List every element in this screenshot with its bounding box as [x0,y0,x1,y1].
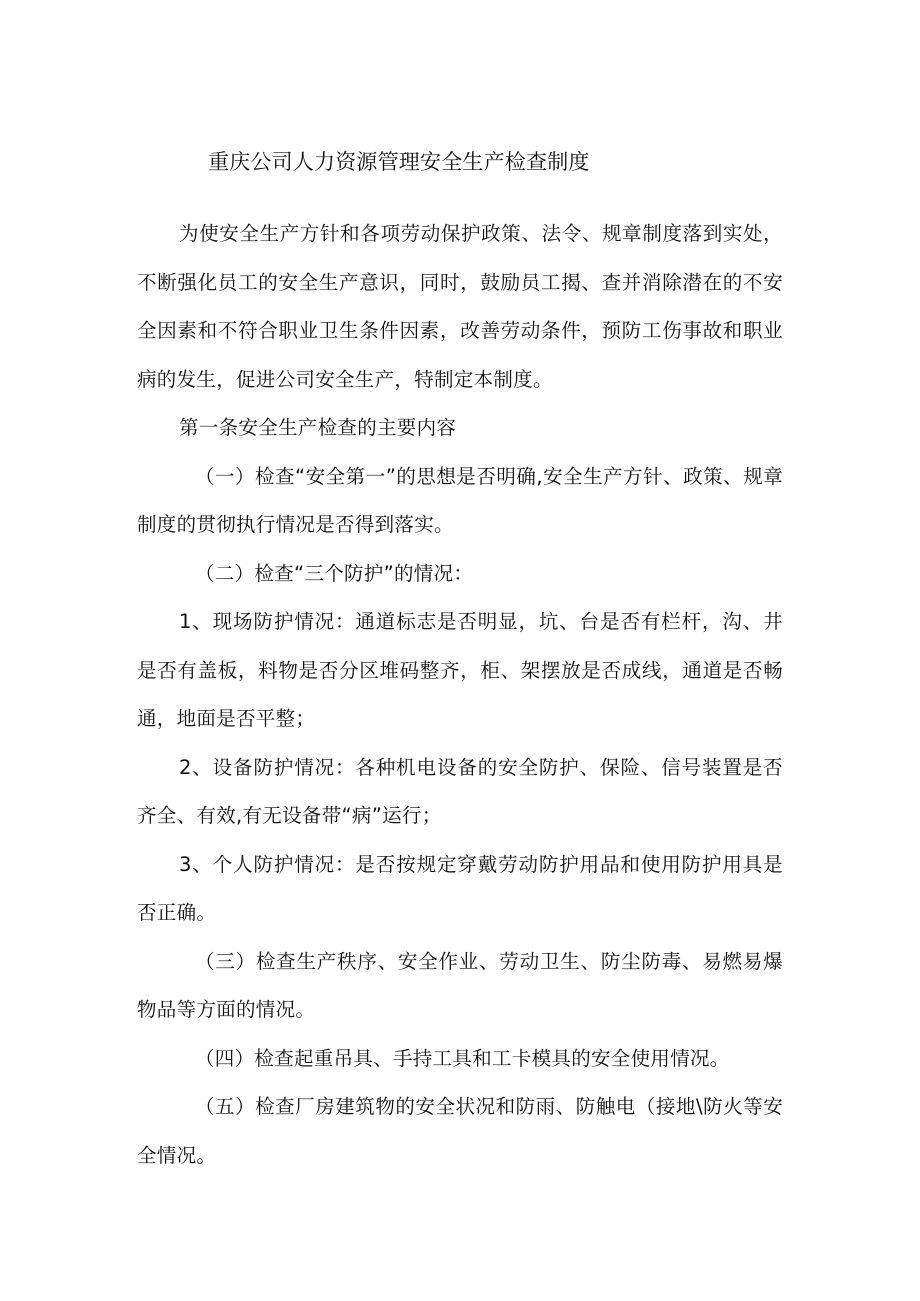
paragraph-item-5: （五）检查厂房建筑物的安全状况和防雨、防触电（接地\防火等安全情况。 [137,1095,783,1167]
paragraph-item-1: （一）检查“安全第一”的思想是否明确,安全生产方针、政策、规章制度的贯彻执行情况是否得到落实。 [137,464,783,536]
paragraph-subitem-3: 3、个人防护情况：是否按规定穿戴劳动防护用品和使用防护用具是否正确。 [137,852,783,924]
paragraph-subitem-2: 2、设备防护情况：各种机电设备的安全防护、保险、信号装置是否齐全、有效,有无设备带“病”运行； [137,755,783,827]
paragraph-article-1-heading: 第一条安全生产检查的主要内容 [179,416,457,439]
paragraph-item-2: （二）检查“三个防护”的情况： [195,561,474,585]
paragraph-subitem-1: 1、现场防护情况：通道标志是否明显，坑、台是否有栏杆，沟、井是否有盖板，料物是否分区堆码整齐，柜、架摆放是否成线，通道是否畅通，地面是否平整； [137,610,783,730]
paragraph-item-3: （三）检查生产秩序、安全作业、劳动卫生、防尘防毒、易燃易爆物品等方面的情况。 [137,949,783,1021]
document-title: 重庆公司人力资源管理安全生产检查制度 [208,150,590,174]
document-body [137,210,783,1180]
paragraph-item-4: （四）检查起重吊具、手持工具和工卡模具的安全使用情况。 [195,1046,730,1070]
paragraph-intro: 为使安全生产方针和各项劳动保护政策、法令、规章制度落到实处，不断强化员工的安全生产意识，同时，鼓励员工揭、查并消除潜在的不安全因素和不符合职业卫生条件因素，改善劳动条件，预防工伤事故和职业病的发生，促进公司安全生产，特制定本制度。 [137,222,783,391]
